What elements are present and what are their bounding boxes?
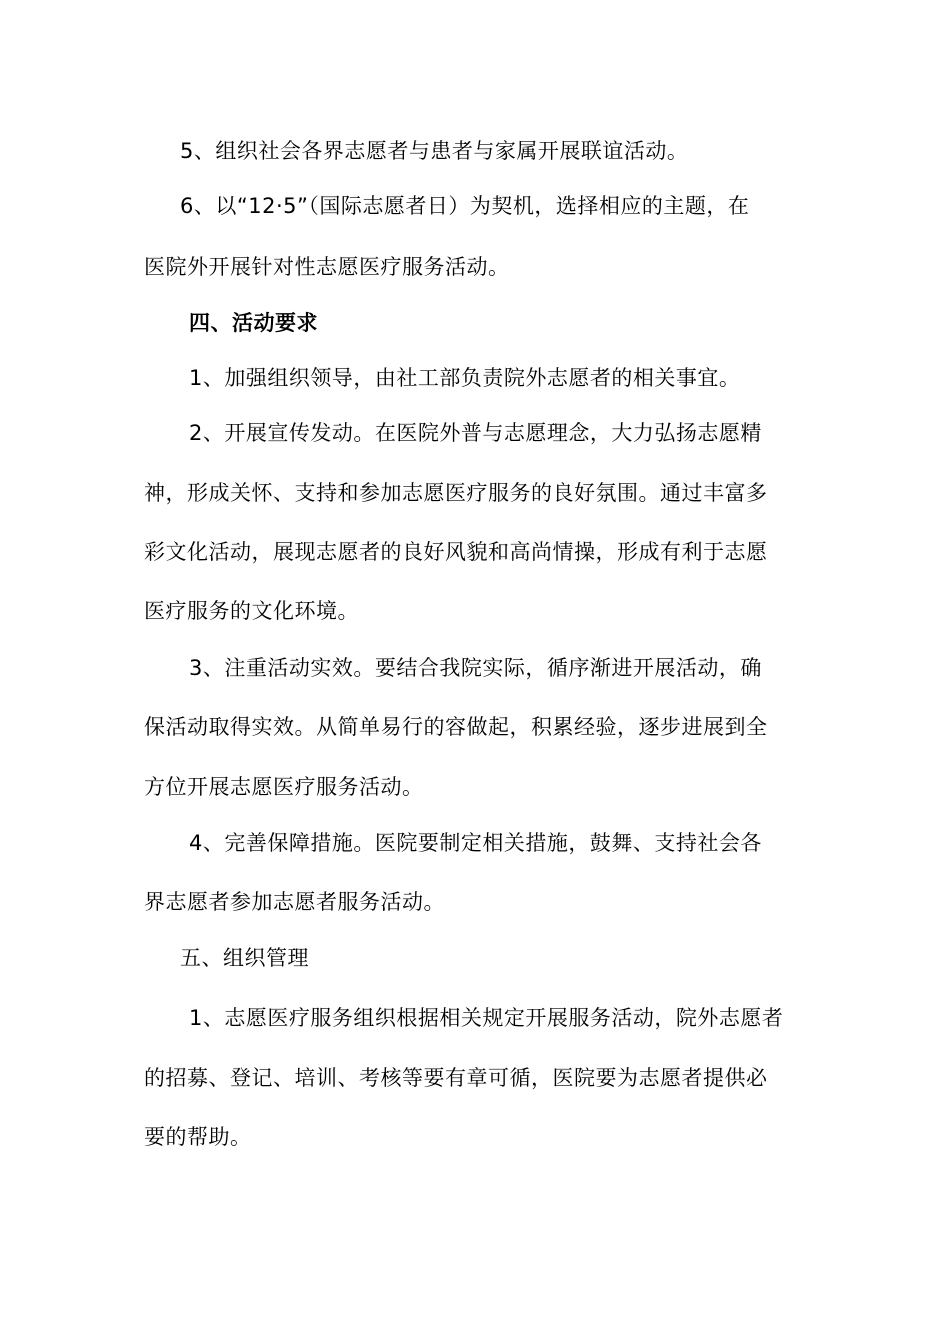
requirement-2-line-1: 2、开展宣传发动。在医院外普与志愿理念，大力弘扬志愿精 (189, 421, 762, 445)
requirement-2-line-2: 神，形成关怀、支持和参加志愿医疗服务的良好氛围。通过丰富多 (144, 481, 768, 505)
requirement-2-line-4: 医疗服务的文化环境。 (144, 599, 359, 623)
paragraph-6-line-2: 医院外开展针对性志愿医疗服务活动。 (144, 255, 510, 279)
management-1-line-2: 的招募、登记、培训、考核等要有章可循，医院要为志愿者提供必 (144, 1066, 768, 1090)
paragraph-5-line-1: 5、组织社会各界志愿者与患者与家属开展联谊活动。 (180, 139, 689, 163)
section-heading-5: 五、组织管理 (180, 946, 309, 970)
management-1-line-1: 1、志愿医疗服务组织根据相关规定开展服务活动，院外志愿者 (189, 1006, 784, 1030)
requirement-1-line-1: 1、加强组织领导，由社工部负责院外志愿者的相关事宜。 (189, 366, 741, 390)
section-heading-4: 四、活动要求 (189, 311, 318, 335)
requirement-4-line-2: 界志愿者参加志愿者服务活动。 (144, 890, 445, 914)
requirement-4-line-1: 4、完善保障措施。医院要制定相关措施，鼓舞、支持社会各 (189, 831, 762, 855)
requirement-3-line-2: 保活动取得实效。从简单易行的容做起，积累经验，逐步进展到全 (144, 715, 768, 739)
management-1-line-3: 要的帮助。 (144, 1125, 252, 1149)
requirement-3-line-3: 方位开展志愿医疗服务活动。 (144, 775, 424, 799)
requirement-2-line-3: 彩文化活动，展现志愿者的良好风貌和高尚情操，形成有利于志愿 (144, 540, 768, 564)
requirement-3-line-1: 3、注重活动实效。要结合我院实际，循序渐进开展活动，确 (189, 656, 762, 680)
paragraph-6-line-1: 6、以“12·5”（国际志愿者日）为契机，选择相应的主题，在 (180, 194, 750, 218)
